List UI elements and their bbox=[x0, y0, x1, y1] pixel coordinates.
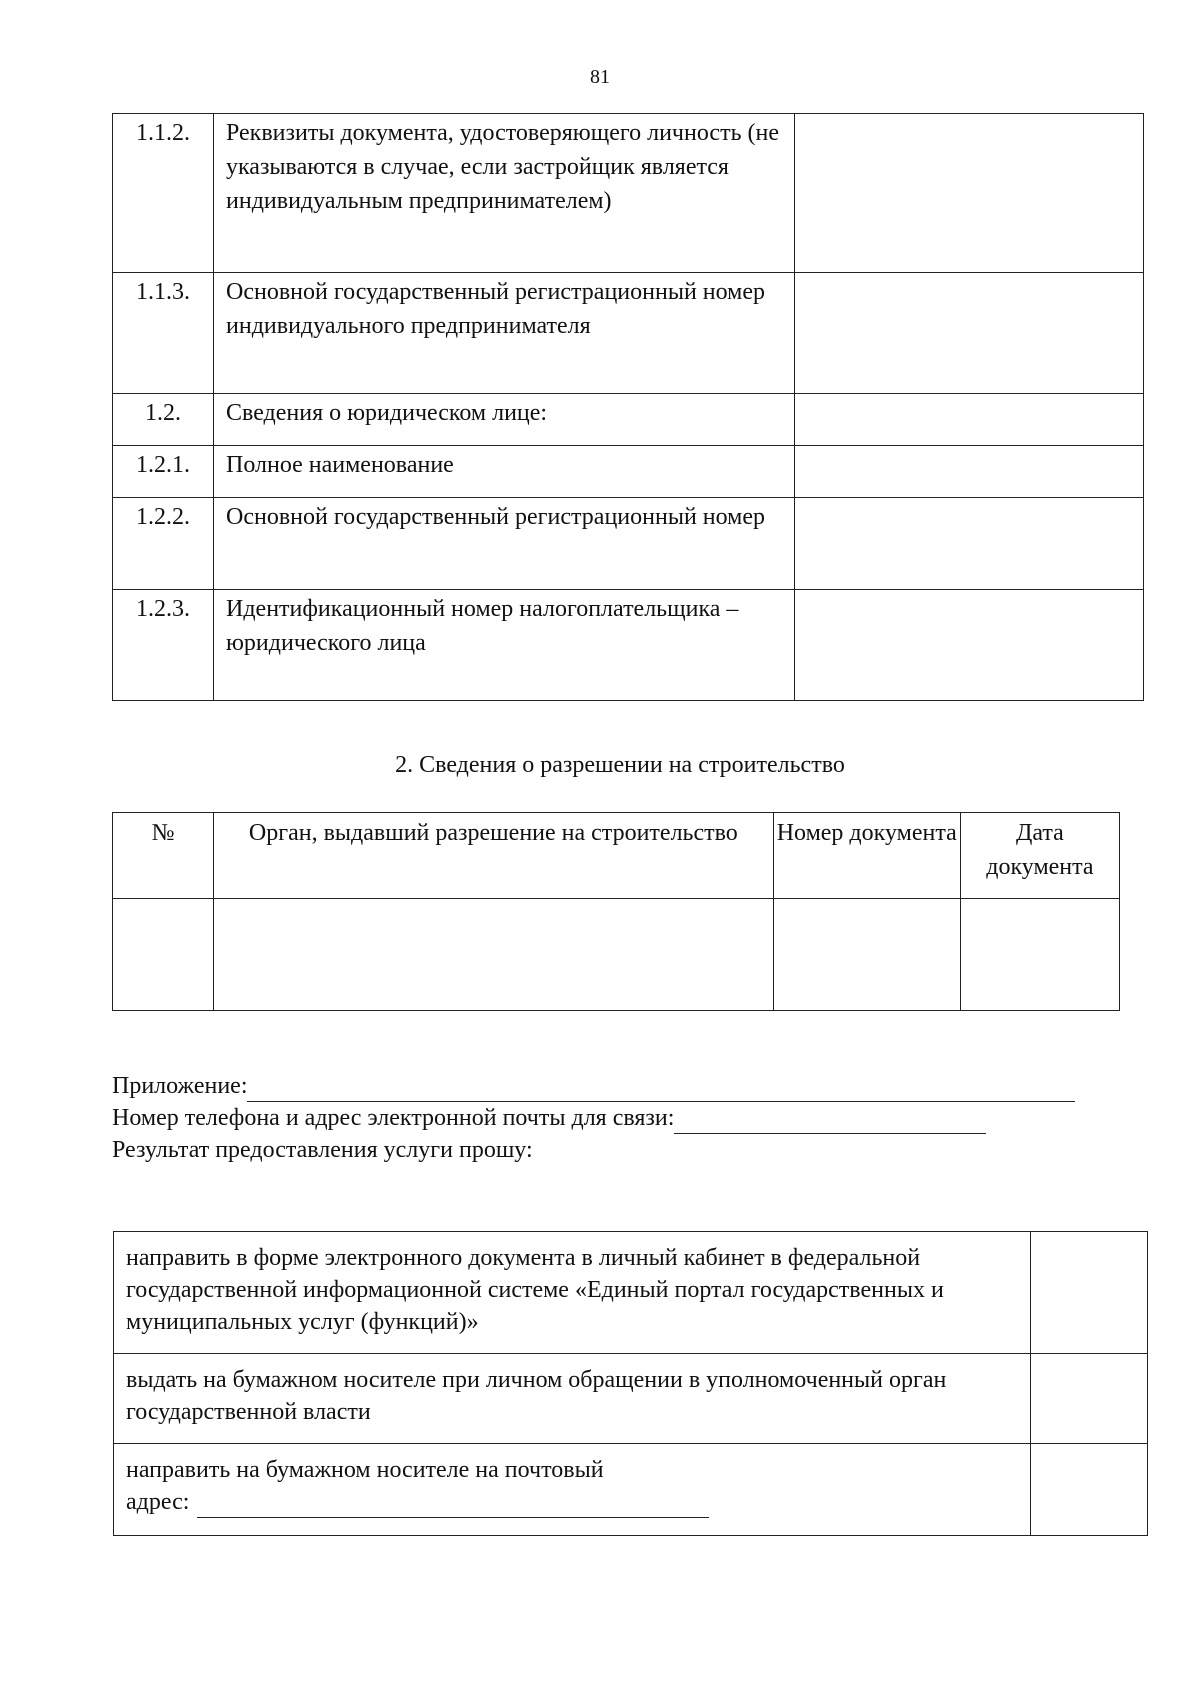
delivery-option-row bbox=[114, 1232, 1148, 1354]
postal-address-label: адрес: bbox=[126, 1489, 190, 1515]
row-label: Основной государственный регистрационный номер индивидуального предпринимателя bbox=[214, 273, 795, 394]
header-issuing-authority: Орган, выдавший разрешение на строительство bbox=[214, 813, 774, 899]
delivery-option-label: направить в форме электронного документа в личный кабинет в федеральной государственной информационной системе «Единый портал государственных и муниципальных услуг (функций)» bbox=[114, 1232, 1031, 1354]
result-label: Результат предоставления услуги прошу: bbox=[112, 1137, 533, 1163]
row-number: 1.1.2. bbox=[113, 114, 214, 273]
table-header-row bbox=[113, 813, 1120, 899]
delivery-option-checkbox[interactable] bbox=[1031, 1444, 1148, 1536]
row-number: 1.2.3. bbox=[113, 590, 214, 701]
table-row bbox=[113, 394, 1144, 446]
attachment-line bbox=[112, 1070, 1122, 1102]
header-document-number: Номер документа bbox=[773, 813, 960, 899]
table-row bbox=[113, 446, 1144, 498]
cell-document-number[interactable] bbox=[773, 899, 960, 1011]
page-number: 81 bbox=[590, 66, 610, 88]
permit-table bbox=[112, 812, 1120, 1011]
row-value-field[interactable] bbox=[795, 394, 1144, 446]
delivery-option-row bbox=[114, 1354, 1148, 1444]
applicant-info-table bbox=[112, 113, 1144, 701]
result-line bbox=[112, 1134, 1122, 1166]
row-number: 1.2.2. bbox=[113, 498, 214, 590]
row-value-field[interactable] bbox=[795, 273, 1144, 394]
row-value-field[interactable] bbox=[795, 446, 1144, 498]
table-row bbox=[113, 899, 1120, 1011]
row-value-field[interactable] bbox=[795, 498, 1144, 590]
row-label: Реквизиты документа, удостоверяющего личность (не указываются в случае, если застройщик является индивидуальным предпринимателем) bbox=[214, 114, 795, 273]
row-number: 1.2.1. bbox=[113, 446, 214, 498]
cell-issuing-authority[interactable] bbox=[214, 899, 774, 1011]
attachment-input[interactable] bbox=[247, 1077, 1075, 1102]
delivery-option-checkbox[interactable] bbox=[1031, 1354, 1148, 1444]
delivery-option-postal bbox=[114, 1444, 1031, 1536]
attachment-label: Приложение: bbox=[112, 1073, 248, 1099]
contact-label: Номер телефона и адрес электронной почты для связи: bbox=[112, 1105, 675, 1131]
delivery-options-table bbox=[113, 1231, 1148, 1536]
row-label: Основной государственный регистрационный номер bbox=[214, 498, 795, 590]
row-number: 1.2. bbox=[113, 394, 214, 446]
table-row bbox=[113, 498, 1144, 590]
row-value-field[interactable] bbox=[795, 590, 1144, 701]
section-title: 2. Сведения о разрешении на строительство bbox=[395, 752, 845, 778]
postal-address-line bbox=[126, 1486, 1018, 1518]
delivery-option-label: выдать на бумажном носителе при личном обращении в уполномоченный орган государственной власти bbox=[114, 1354, 1031, 1444]
cell-number[interactable] bbox=[113, 899, 214, 1011]
contact-line bbox=[112, 1102, 1122, 1134]
header-document-date: Дата документа bbox=[960, 813, 1119, 899]
row-number: 1.1.3. bbox=[113, 273, 214, 394]
delivery-option-label: направить на бумажном носителе на почтовый bbox=[126, 1457, 604, 1483]
delivery-option-row bbox=[114, 1444, 1148, 1536]
contact-input[interactable] bbox=[674, 1109, 986, 1134]
row-label: Полное наименование bbox=[214, 446, 795, 498]
postal-address-input[interactable] bbox=[197, 1493, 709, 1518]
row-label: Идентификационный номер налогоплательщика – юридического лица bbox=[214, 590, 795, 701]
header-number: № bbox=[113, 813, 214, 899]
delivery-option-checkbox[interactable] bbox=[1031, 1232, 1148, 1354]
table-row bbox=[113, 114, 1144, 273]
form-fields bbox=[112, 1070, 1122, 1166]
table-row bbox=[113, 590, 1144, 701]
row-label: Сведения о юридическом лице: bbox=[214, 394, 795, 446]
row-value-field[interactable] bbox=[795, 114, 1144, 273]
cell-document-date[interactable] bbox=[960, 899, 1119, 1011]
table-row bbox=[113, 273, 1144, 394]
